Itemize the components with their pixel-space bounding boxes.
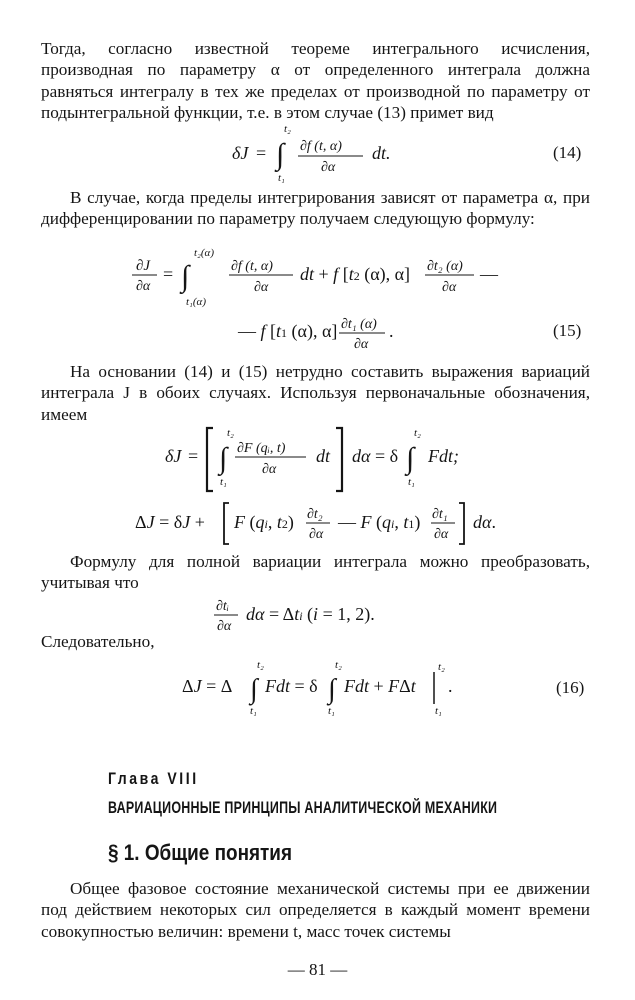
- svg-text:δJ: δJ: [232, 143, 249, 163]
- equation-delta-j: [0, 424, 635, 494]
- svg-text:t₁: t₁: [408, 476, 415, 488]
- svg-text:∂α: ∂α: [262, 462, 277, 477]
- chapter-title: ВАРИАЦИОННЫЕ ПРИНЦИПЫ АНАЛИТИЧЕСКОЙ МЕХАНИКИ: [108, 799, 498, 817]
- paragraph-variations: На основании (14) и (15) нетрудно составить выражения вариаций интеграла J в обоих случаях. Используя первоначальные обозначения, имеем: [41, 362, 590, 424]
- svg-text:t₁: t₁: [250, 705, 257, 717]
- equation-delta-j-formula: [0, 424, 635, 494]
- equation-16: [0, 660, 635, 718]
- section-title: § 1. Общие понятия: [108, 840, 292, 865]
- svg-text:dα.: dα.: [473, 512, 496, 532]
- svg-text:∫: ∫: [406, 442, 415, 475]
- svg-text:∫: ∫: [328, 674, 336, 705]
- svg-text:t₂: t₂: [438, 661, 445, 673]
- equation-15-number: (15): [553, 321, 582, 340]
- svg-text:t₁: t₁: [220, 476, 227, 488]
- svg-text:ΔJ = Δ: ΔJ = Δ: [182, 676, 233, 696]
- svg-text:∫: ∫: [181, 260, 190, 293]
- equation-full-variation-formula: [0, 498, 635, 548]
- svg-text:∂f (t, α): ∂f (t, α): [231, 259, 273, 274]
- equation-14-formula: [0, 123, 635, 186]
- svg-text:dα = Δti (i = 1, 2).: dα = Δti (i = 1, 2).: [246, 604, 375, 624]
- svg-text:t₁(α): t₁(α): [186, 296, 206, 308]
- svg-text:dα = δ: dα = δ: [352, 446, 399, 466]
- equation-14: [0, 123, 635, 184]
- svg-text:∫: ∫: [250, 674, 258, 705]
- paragraph-hence: Следовательно,: [41, 632, 155, 651]
- svg-text:∂t₂ (α): ∂t₂ (α): [427, 259, 463, 274]
- svg-text:— F (qi, t1): — F (qi, t1): [338, 512, 421, 532]
- svg-text:∂α: ∂α: [254, 280, 269, 295]
- svg-text:∂f (t, α): ∂f (t, α): [300, 139, 342, 154]
- svg-text:t₁: t₁: [328, 705, 335, 717]
- equation-full-variation: [0, 498, 635, 548]
- svg-text:∂α: ∂α: [354, 337, 369, 352]
- svg-text:Fdt;: Fdt;: [428, 446, 459, 466]
- svg-text:—: —: [480, 264, 498, 284]
- svg-text:t₂: t₂: [335, 659, 342, 671]
- chapter-label: Глава VIII: [108, 770, 199, 788]
- svg-text:∂t₂: ∂t₂: [307, 507, 323, 522]
- svg-text:t₂: t₂: [227, 427, 234, 439]
- svg-text:∂t₁: ∂t₁: [432, 507, 448, 522]
- equation-15: [0, 248, 635, 358]
- svg-text:t₂: t₂: [284, 123, 291, 135]
- svg-text:t₂: t₂: [414, 427, 421, 439]
- paragraph-variable-limits: В случае, когда пределы интегрирования зависят от параметра α, при дифференцировании по параметру получаем следующую формулу:: [41, 188, 590, 229]
- svg-text:∂F (qᵢ, t): ∂F (qᵢ, t): [237, 441, 286, 456]
- svg-text:dt + f [t2 (α), α]: dt + f [t2 (α), α]: [300, 264, 411, 284]
- svg-text:dt: dt: [316, 446, 331, 466]
- svg-text:dt.: dt.: [372, 143, 391, 163]
- paragraph-phase-state: Общее фазовое состояние механической системы при ее движении под действием некоторых сил определяется в каждый момент времени совокупностью величин: времени t, масс точек системы: [41, 879, 590, 941]
- equation-14-number: (14): [553, 143, 582, 162]
- svg-text:δJ: δJ: [165, 446, 182, 466]
- equation-16-formula: [0, 660, 635, 718]
- svg-text:t₂(α): t₂(α): [194, 247, 214, 259]
- svg-text:.: .: [448, 676, 453, 696]
- svg-text:.: .: [389, 321, 394, 341]
- svg-text:∂α: ∂α: [309, 527, 324, 542]
- paragraph-transform: Формулу для полной вариации интеграла можно преобразовать, учитывая что: [41, 552, 590, 593]
- svg-text:Fdt = δ: Fdt = δ: [265, 676, 318, 696]
- svg-text:∫: ∫: [219, 442, 228, 475]
- svg-text:t₁: t₁: [435, 705, 442, 717]
- svg-text:=: =: [188, 446, 199, 466]
- svg-text:=: =: [256, 143, 267, 163]
- svg-text:t₂: t₂: [257, 659, 264, 671]
- svg-text:Fdt + FΔt: Fdt + FΔt: [344, 676, 416, 696]
- svg-text:— f [t1 (α), α]: — f [t1 (α), α]: [238, 321, 338, 341]
- svg-text:∂tᵢ: ∂tᵢ: [216, 599, 230, 614]
- equation-16-number: (16): [556, 678, 585, 697]
- svg-text:ΔJ = δJ +: ΔJ = δJ +: [135, 512, 205, 532]
- svg-text:t₁: t₁: [278, 172, 285, 184]
- svg-text:∫: ∫: [276, 138, 285, 171]
- svg-text:∂α: ∂α: [136, 279, 151, 294]
- svg-text:=: =: [163, 264, 174, 284]
- svg-text:∂α: ∂α: [217, 619, 232, 634]
- svg-text:∂J: ∂J: [136, 258, 151, 274]
- svg-text:F (qi, t2): F (qi, t2): [234, 512, 294, 532]
- svg-text:∂α: ∂α: [434, 527, 449, 542]
- svg-text:∂t₁ (α): ∂t₁ (α): [341, 317, 377, 332]
- page-number: — 81 —: [287, 960, 348, 979]
- svg-text:∂α: ∂α: [442, 280, 457, 295]
- svg-text:∂α: ∂α: [321, 160, 336, 175]
- paragraph-theorem: Тогда, согласно известной теореме интегрального исчисления, производная по параметру α от определенного интеграла должна равняться интегралу в тех же пределах от производной по параметру от подынтегральной функции, т.е. в этом случае (13) примет вид: [41, 39, 590, 122]
- equation-15-formula: [0, 248, 635, 358]
